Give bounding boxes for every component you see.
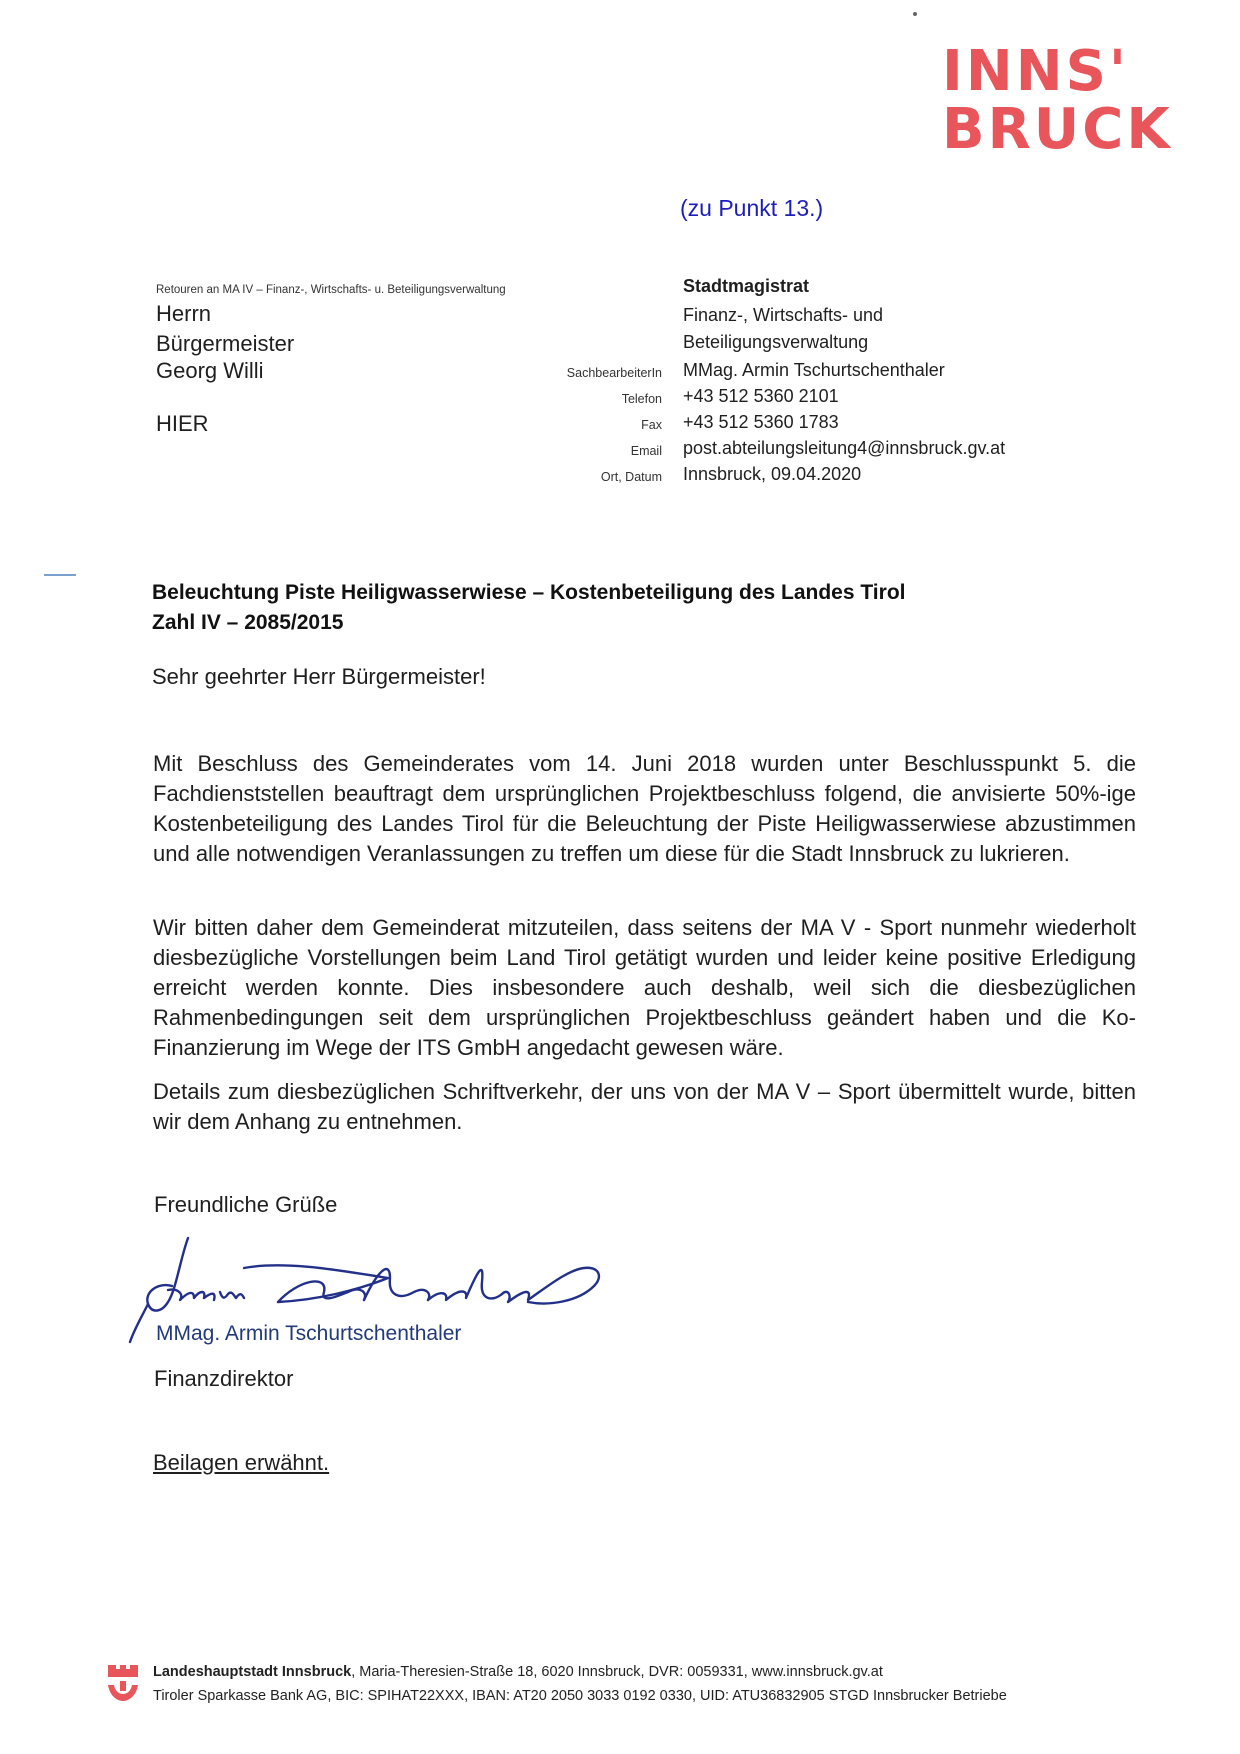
agenda-note: (zu Punkt 13.) [680,195,824,221]
salutation: Sehr geehrter Herr Bürgermeister! [152,664,486,689]
place-date-label: Ort, Datum [600,470,662,484]
return-address-line: Retouren an MA IV – Finanz-, Wirtschafts- u. Beteiligungsverwaltung [156,284,506,296]
subject-line-2: Zahl IV – 2085/2015 [152,611,344,634]
place-date-value: Innsbruck, 09.04.2020 [683,464,862,484]
sender-org: Stadtmagistrat [683,276,810,296]
email-value: post.abteilungsleitung4@innsbruck.gv.at [683,438,1006,458]
fax-value: +43 512 5360 1783 [683,412,839,432]
recipient-title: Bürgermeister [156,331,295,356]
footer-line-1 [153,1664,883,1680]
signer-name: MMag. Armin Tschurtschenthaler [156,1322,462,1345]
email-label: Email [630,444,662,458]
phone-label: Telefon [621,392,662,406]
body-paragraph-2: Wir bitten daher dem Gemeinderat mitzuteilen, dass seitens der MA V - Sport nunmehr wiederholt diesbezügliche Vorstellungen beim Land Tirol getätigt wurden und leider keine positive Erledigung erreicht werden konnte. Dies insbesondere auch deshalb, weil sich die diesbezüglichen Rahmenbedingungen seit dem ursprünglichen Projektbeschluss geändert haben und die Ko-Finanzierung im Wege der ITS GmbH angedacht gewesen wäre. [153,915,1136,1060]
sender-dept-line-1: Finanz-, Wirtschafts- und [683,305,884,325]
logo-line-2: BRUCK [942,97,1173,162]
body-paragraph-3: Details zum diesbezüglichen Schriftverkehr, der uns von der MA V – Sport übermittelt wurde, bitten wir dem Anhang zu entnehmen. [153,1079,1136,1134]
scan-dot [913,12,917,16]
city-crest-icon [106,1663,140,1703]
fold-mark [44,574,76,576]
recipient-salutation-line: Herrn [156,301,212,326]
phone-value: +43 512 5360 2101 [683,386,839,406]
innsbruck-logo [938,39,1178,164]
footer-organization: Landeshauptstadt Innsbruck [153,1664,352,1680]
caseworker-value: MMag. Armin Tschurtschenthaler [683,360,945,380]
sender-dept-line-2: Beteiligungsverwaltung [683,332,869,352]
footer-line-2: Tiroler Sparkasse Bank AG, BIC: SPIHAT22XXX, IBAN: AT20 2050 3033 0192 0330, UID: ATU36832905 STGD Innsbrucker Betriebe [153,1688,1007,1704]
recipient-location: HIER [156,411,209,436]
subject [152,578,905,638]
subject-line-1: Beleuchtung Piste Heiligwasserwiese – Kostenbeteiligung des Landes Tirol [152,581,906,604]
attachments-note: Beilagen erwähnt. [153,1450,330,1475]
footer-address: , Maria-Theresien-Straße 18, 6020 Innsbruck, DVR: 0059331, www.innsbruck.gv.at [351,1664,883,1680]
fax-label: Fax [641,418,662,432]
logo-line-1: INNS' [942,39,1130,104]
recipient-name: Georg Willi [156,358,264,383]
caseworker-label: SachbearbeiterIn [566,366,662,380]
signer-title: Finanzdirektor [154,1366,294,1391]
closing: Freundliche Grüße [154,1192,338,1217]
body-paragraph-1: Mit Beschluss des Gemeinderates vom 14. Juni 2018 wurden unter Beschlusspunkt 5. die Fachdienststellen beauftragt dem ursprünglichen Projektbeschluss folgend, die anvisierte 50%-ige Kostenbeteiligung des Landes Tirol für die Beleuchtung der Piste Heiligwasserwiese abzustimmen und alle notwendigen Veranlassungen zu treffen um diese für die Stadt Innsbruck zu lukrieren. [153,751,1136,866]
